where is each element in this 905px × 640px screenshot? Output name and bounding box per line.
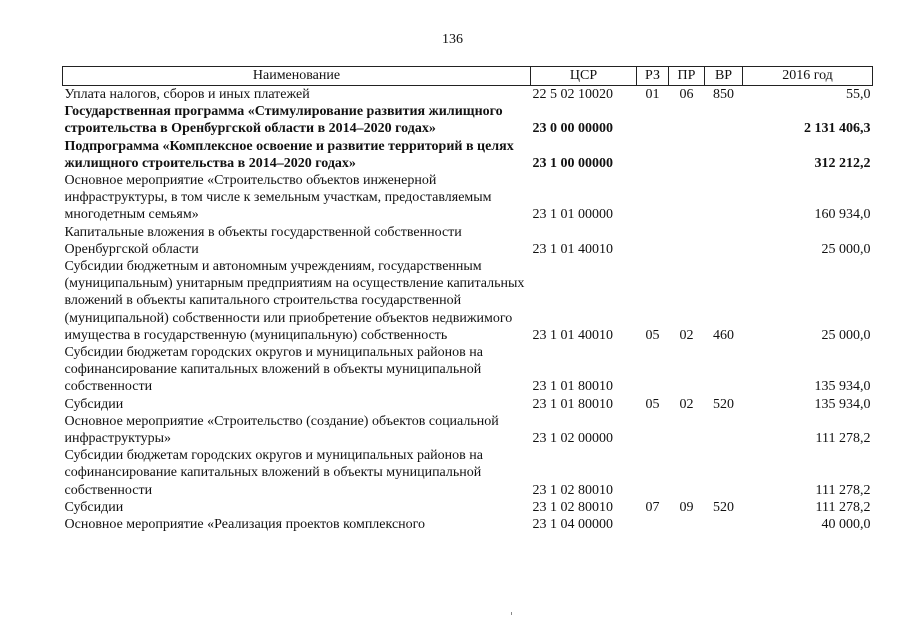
row-rz xyxy=(637,447,669,499)
row-csr: 23 1 01 80010 xyxy=(532,379,613,395)
row-vr: 520 xyxy=(713,396,734,412)
row-name: Субсидии бюджетным и автономным учреждениям, государственным (муниципальным) унитарным предприятиям на осуществление капитальных вложений в объекты капитального строительства государственной (муниципальной) собственности или приобретение объектов недвижимого имущества в государственную (муниципальную) собственность xyxy=(64,259,525,343)
row-rz xyxy=(637,224,669,258)
header-year: 2016 год xyxy=(743,67,873,86)
row-rz: 05 xyxy=(645,327,660,343)
row-name: Субсидии xyxy=(64,396,124,412)
table-row xyxy=(63,413,873,447)
table-row xyxy=(63,103,873,137)
header-rz: РЗ xyxy=(637,67,669,86)
row-rz xyxy=(637,172,669,224)
row-pr xyxy=(669,103,705,137)
row-vr xyxy=(705,413,743,447)
row-rz xyxy=(637,516,669,533)
row-amount: 25 000,0 xyxy=(821,241,871,257)
row-vr xyxy=(705,103,743,137)
row-pr xyxy=(669,172,705,224)
row-pr: 02 xyxy=(679,327,694,343)
row-pr: 09 xyxy=(679,499,694,515)
row-amount: 135 934,0 xyxy=(814,396,871,412)
row-name: Основное мероприятие «Реализация проектов комплексного xyxy=(64,517,426,533)
row-pr xyxy=(669,344,705,396)
row-csr: 23 0 00 00000 xyxy=(532,121,613,137)
table-row xyxy=(63,224,873,258)
row-amount: 312 212,2 xyxy=(814,155,871,171)
row-vr xyxy=(705,344,743,396)
row-name: Уплата налогов, сборов и иных платежей xyxy=(64,87,310,102)
row-vr xyxy=(705,447,743,499)
table-row xyxy=(63,396,873,413)
row-name: Субсидии бюджетам городских округов и муниципальных районов на софинансирование капитальных вложений в объекты муниципальной собственности xyxy=(64,448,483,498)
row-pr: 02 xyxy=(679,396,694,412)
row-amount: 2 131 406,3 xyxy=(804,121,871,137)
table-row xyxy=(63,86,873,104)
header-csr: ЦСР xyxy=(531,67,637,86)
row-name: Подпрограмма «Комплексное освоение и развитие территорий в целях жилищного строительства в 2014–2020 годах» xyxy=(64,138,514,171)
page-number: 136 xyxy=(442,32,463,47)
table-row xyxy=(63,172,873,224)
row-csr: 23 1 01 40010 xyxy=(532,327,613,343)
row-csr: 23 1 02 80010 xyxy=(532,499,613,515)
row-name: Субсидии xyxy=(64,499,124,515)
row-amount: 135 934,0 xyxy=(814,379,871,395)
table-header-row xyxy=(63,67,873,86)
scan-mark xyxy=(511,612,512,615)
row-vr xyxy=(705,224,743,258)
row-csr: 23 1 00 00000 xyxy=(532,155,613,171)
row-csr: 23 1 01 40010 xyxy=(532,241,613,257)
row-vr xyxy=(705,138,743,172)
row-csr: 22 5 02 10020 xyxy=(532,87,613,102)
header-vr: ВР xyxy=(705,67,743,86)
row-rz xyxy=(637,138,669,172)
row-rz: 01 xyxy=(645,87,660,102)
row-rz xyxy=(637,413,669,447)
row-vr: 520 xyxy=(713,499,734,515)
row-csr: 23 1 01 80010 xyxy=(532,396,613,412)
row-name: Государственная программа «Стимулирование развития жилищного строительства в Оренбургской области в 2014–2020 годах» xyxy=(64,104,503,137)
row-rz: 07 xyxy=(645,499,660,515)
row-amount: 40 000,0 xyxy=(821,517,871,533)
row-name: Основное мероприятие «Строительство объектов инженерной инфраструктуры, в том числе к земельным участкам, предоставляемым многодетным семьям» xyxy=(64,173,492,223)
row-rz xyxy=(637,344,669,396)
table-row xyxy=(63,138,873,172)
row-vr xyxy=(705,516,743,533)
row-pr xyxy=(669,447,705,499)
row-amount: 160 934,0 xyxy=(814,207,871,223)
row-pr xyxy=(669,413,705,447)
row-pr: 06 xyxy=(679,87,694,102)
row-rz xyxy=(637,103,669,137)
row-csr: 23 1 01 00000 xyxy=(532,207,613,223)
row-pr xyxy=(669,138,705,172)
row-amount: 111 278,2 xyxy=(815,482,871,498)
row-amount: 25 000,0 xyxy=(821,327,871,343)
row-csr: 23 1 02 80010 xyxy=(532,482,613,498)
row-vr: 460 xyxy=(713,327,734,343)
row-rz: 05 xyxy=(645,396,660,412)
header-pr: ПР xyxy=(669,67,705,86)
table-row xyxy=(63,447,873,499)
table-row xyxy=(63,516,873,533)
budget-table xyxy=(62,66,873,533)
row-name: Капитальные вложения в объекты государственной собственности Оренбургской области xyxy=(64,224,462,257)
header-name: Наименование xyxy=(63,67,531,86)
table-row xyxy=(63,499,873,516)
row-amount: 111 278,2 xyxy=(815,499,871,515)
row-amount: 55,0 xyxy=(846,87,871,102)
row-csr: 23 1 04 00000 xyxy=(532,517,613,533)
row-vr: 850 xyxy=(713,87,734,102)
row-vr xyxy=(705,172,743,224)
row-name: Субсидии бюджетам городских округов и муниципальных районов на софинансирование капитальных вложений в объекты муниципальной собственности xyxy=(64,345,483,395)
row-name: Основное мероприятие «Строительство (создание) объектов социальной инфраструктуры» xyxy=(64,413,499,447)
table-row xyxy=(63,344,873,396)
row-amount: 111 278,2 xyxy=(815,431,871,447)
row-pr xyxy=(669,516,705,533)
table-row xyxy=(63,258,873,344)
row-pr xyxy=(669,224,705,258)
row-csr: 23 1 02 00000 xyxy=(532,431,613,447)
